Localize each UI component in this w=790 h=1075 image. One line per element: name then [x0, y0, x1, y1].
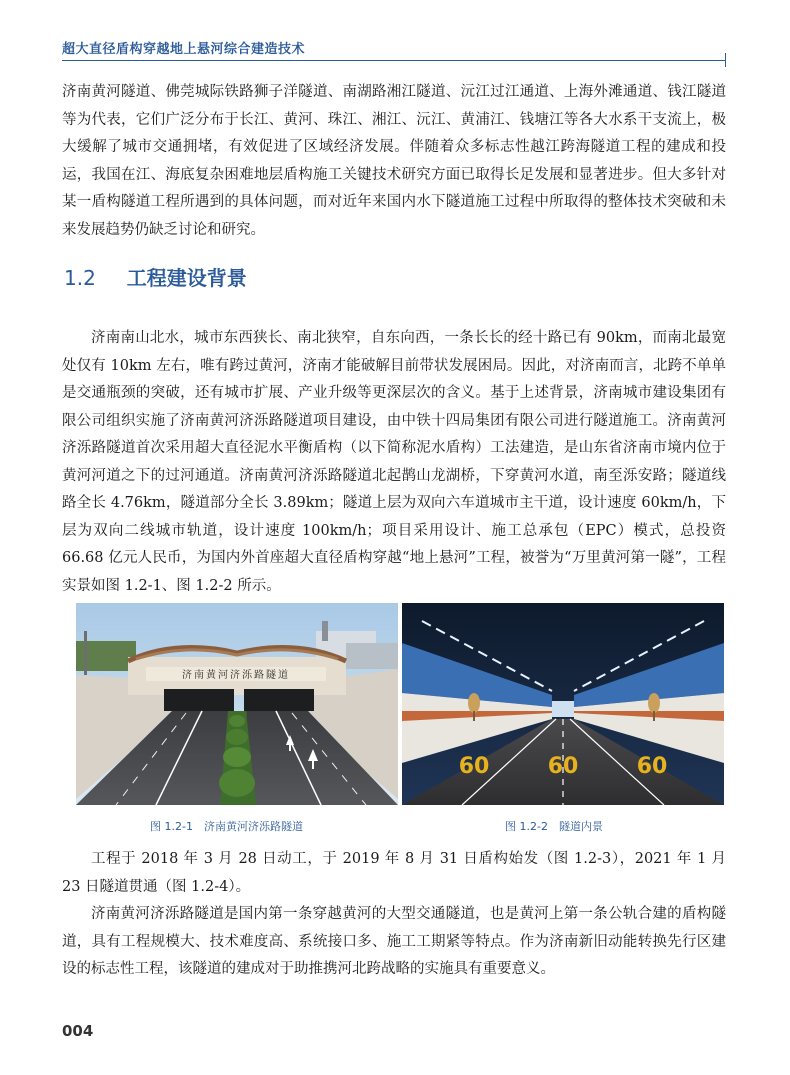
speed-marking-left: 60 [458, 754, 490, 779]
running-header [62, 38, 726, 58]
book-title: 超大直径盾构穿越地上悬河综合建造技术 [62, 42, 306, 57]
figure-tunnel-portal [76, 603, 398, 805]
section-title: 工程建设背景 [126, 266, 247, 290]
header-rule-end [725, 53, 726, 67]
section-heading [64, 262, 247, 291]
speed-marking-right: 60 [636, 754, 668, 779]
closing-paragraph-2: 济南黄河济泺路隧道是国内第一条穿越黄河的大型交通隧道，也是黄河上第一条公轨合建的盾构隧道，具有工程规模大、技术难度高、系统接口多、施工工期紧等特点。作为济南新旧动能转换先行区建设的标志性工程，该隧道的建成对于助推携河北跨战略的实施具有重要意义。 [62, 906, 726, 977]
tunnel-interior-photo [402, 603, 724, 805]
header-rule [62, 60, 726, 61]
speed-marking-center: 60 [547, 754, 579, 779]
section-number: 1.2 [64, 266, 96, 290]
figure-tunnel-interior [402, 603, 724, 805]
tunnel-portal-photo [76, 603, 398, 805]
intro-paragraph: 济南黄河隧道、佛莞城际铁路狮子洋隧道、南湖路湘江隧道、沅江过江通道、上海外滩通道、钱江隧道等为代表，它们广泛分布于长江、黄河、珠江、湘江、沅江、黄浦江、钱塘江等各大水系干支流上，极大缓解了城市交通拥堵，有效促进了区域经济发展。伴随着众多标志性越江跨海隧道工程的建成和投运，我国在江、海底复杂困难地层盾构施工关键技术研究方面已取得长足发展和显著进步。但大多针对某一盾构隧道工程所遇到的具体问题，而对近年来国内水下隧道施工过程中所取得的整体技术突破和未来发展趋势仍缺乏讨论和研究。 [62, 84, 726, 238]
closing-paragraph-1: 工程于 2018 年 3 月 28 日动工，于 2019 年 8 月 31 日盾构始发（图 1.2-3），2021 年 1 月 23 日隧道贯通（图 1.2-4）。 [62, 851, 726, 895]
background-paragraph: 济南南山北水，城市东西狭长、南北狭窄，自东向西，一条长长的经十路已有 90km，而南北最宽处仅有 10km 左右，唯有跨过黄河，济南才能破解目前带状发展困局。因此，对济南而言，北跨不单单是交通瓶颈的突破，还有城市扩展、产业升级等更深层次的含义。基于上述背景，济南城市建设集团有限公司组织实施了济南黄河济泺路隧道项目建设，由中铁十四局集团有限公司进行隧道施工。济南黄河济泺路隧道首次采用超大直径泥水平衡盾构（以下简称泥水盾构）工法建造，是山东省济南市境内位于黄河河道之下的过河通道。济南黄河济泺路隧道北起鹊山龙湖桥，下穿黄河水道，南至泺安路；隧道线路全长 4.76km，隧道部分全长 3.89km；隧道上层为双向六车道城市主干道，设计速度 60km/h，下层为双向二线城市轨道，设计速度 100km/h；项目采用设计、施工总承包（EPC）模式，总投资 66.68 亿元人民币，为国内外首座超大直径盾构穿越“地上悬河”工程，被誉为“万里黄河第一隧”，工程实景如图 1.2-1、图 1.2-2 所示。 [62, 330, 726, 594]
closing-section [62, 846, 726, 984]
figure-caption-2: 图 1.2-2 隧道内景 [505, 820, 603, 833]
page-number: 004 [62, 1022, 94, 1040]
portal-sign-text: 济南黄河济泺路隧道 [182, 670, 290, 681]
figure-caption-1: 图 1.2-1 济南黄河济泺路隧道 [150, 820, 303, 833]
